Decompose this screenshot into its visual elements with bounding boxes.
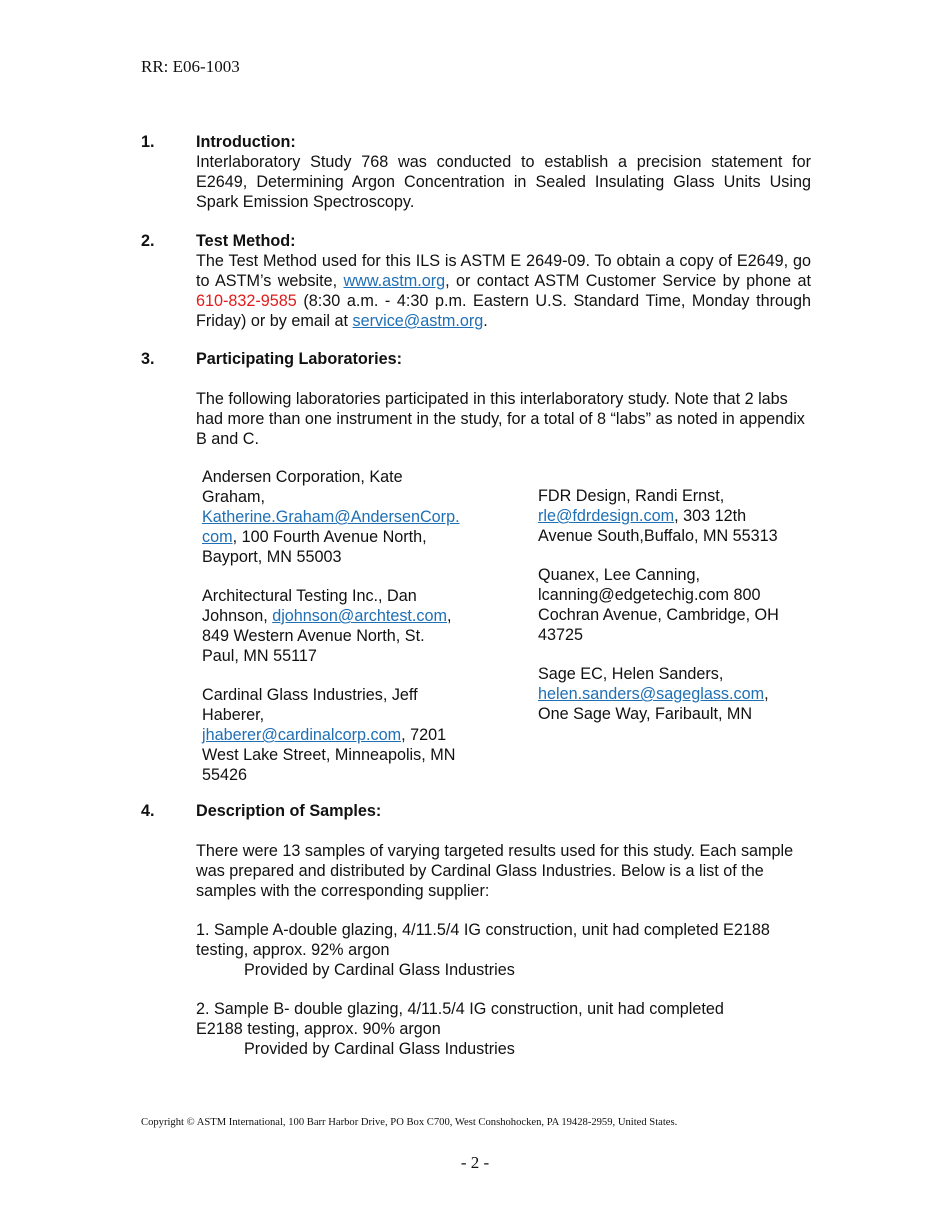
lab-contact: Johnson, <box>202 607 273 625</box>
section-text: The following laboratories participated in this interlaboratory study. Note that 2 labs had more than one instrument in the study, for a total of 8 “labs” as noted in appendix B and C. <box>196 390 805 448</box>
section-test-method <box>141 231 811 331</box>
labs-right-column <box>538 486 828 743</box>
lab-address: Paul, MN 55117 <box>202 647 317 665</box>
section-number: 2. <box>141 232 155 250</box>
lab-address: Cochran Avenue, Cambridge, OH <box>538 606 779 624</box>
lab-contact: Haberer, <box>202 706 265 724</box>
lab-address: Avenue South,Buffalo, MN 55313 <box>538 527 778 545</box>
sample-description: testing, approx. 92% argon <box>196 941 390 959</box>
lab-name: FDR Design, Randi Ernst, <box>538 487 725 505</box>
lab-address: 55426 <box>202 766 248 784</box>
lab-name: Architectural Testing Inc., Dan <box>202 587 417 605</box>
section-introduction <box>141 132 811 212</box>
lab-name: Cardinal Glass Industries, Jeff <box>202 686 418 704</box>
lab-address: 849 Western Avenue North, St. <box>202 627 425 645</box>
lab-name: Quanex, Lee Canning, <box>538 566 700 584</box>
sample-provider: Provided by Cardinal Glass Industries <box>244 961 515 979</box>
lab-address: West Lake Street, Minneapolis, MN <box>202 746 456 764</box>
section-title: Description of Samples: <box>196 802 382 820</box>
section-number: 3. <box>141 350 155 368</box>
lab-email-link[interactable]: helen.sanders@sageglass.com <box>538 685 765 703</box>
section-number: 1. <box>141 133 155 151</box>
phone-number: 610-832-9585 <box>196 292 297 310</box>
lab-address: , 7201 <box>401 726 447 744</box>
sample-description: 1. Sample A-double glazing, 4/11.5/4 IG construction, unit had completed E2188 <box>196 921 770 939</box>
lab-name: Andersen Corporation, Kate <box>202 468 403 486</box>
text-run: , <box>764 685 769 703</box>
section-text: Interlaboratory Study 768 was conducted to establish a precision statement for E2649, Determining Argon Concentration in Sealed Insulating Glass Units Using Spark Emission Spectroscopy. <box>196 153 811 211</box>
lab-address: 43725 <box>538 626 584 644</box>
sample-description: 2. Sample B- double glazing, 4/11.5/4 IG construction, unit had completed <box>196 1000 724 1018</box>
lab-address: Bayport, MN 55003 <box>202 548 342 566</box>
lab-contact: Graham, <box>202 488 265 506</box>
lab-email-link[interactable]: rle@fdrdesign.com <box>538 507 675 525</box>
lab-architectural-testing <box>202 586 502 666</box>
sample-item <box>196 920 811 980</box>
lab-cardinal-glass <box>202 685 502 785</box>
lab-fdr-design <box>538 486 828 546</box>
lab-email-link[interactable]: com <box>202 528 233 546</box>
section-participating-labs <box>141 349 811 449</box>
text-run: , or contact ASTM Customer Service by phone at <box>445 272 811 290</box>
sample-provider: Provided by Cardinal Glass Industries <box>244 1040 515 1058</box>
text-run: The Test Method used for this ILS is ASTM E 2649-09. To obtain a copy of E2649, go to ASTM’s website, <box>196 252 811 290</box>
lab-email-link[interactable]: jhaberer@cardinalcorp.com <box>202 726 402 744</box>
labs-left-column <box>202 467 502 804</box>
copyright-footer: Copyright © ASTM International, 100 Barr Harbor Drive, PO Box C700, West Conshohocken, PA 19428-2959, United States. <box>141 1117 678 1128</box>
lab-name: Sage EC, Helen Sanders, <box>538 665 724 683</box>
section-text <box>196 251 811 331</box>
lab-address: One Sage Way, Faribault, MN <box>538 705 753 723</box>
sample-item <box>196 999 811 1059</box>
lab-address: , 303 12th <box>674 507 747 525</box>
lab-andersen <box>202 467 502 567</box>
section-title: Test Method: <box>196 232 296 250</box>
lab-sage-ec <box>538 664 828 724</box>
section-title: Introduction: <box>196 133 296 151</box>
sample-description: E2188 testing, approx. 90% argon <box>196 1020 441 1038</box>
section-title: Participating Laboratories: <box>196 350 402 368</box>
lab-address: , 100 Fourth Avenue North, <box>232 528 427 546</box>
lab-email-link[interactable]: djohnson@archtest.com <box>272 607 448 625</box>
lab-email-text: lcanning@edgetechig.com 800 <box>538 586 761 604</box>
astm-website-link[interactable]: www.astm.org <box>343 272 446 290</box>
text-run: (8:30 a.m. - 4:30 p.m. Eastern U.S. Standard Time, Monday through Friday) or by email at <box>196 292 811 330</box>
lab-quanex <box>538 565 828 645</box>
page-number: - 2 - <box>460 1153 490 1172</box>
lab-email-link[interactable]: Katherine.Graham@AndersenCorp. <box>202 508 460 526</box>
text-run: , <box>447 607 452 625</box>
section-text: There were 13 samples of varying targeted results used for this study. Each sample was prepared and distributed by Cardinal Glass Industries. Below is a list of the samples with the corresponding supplier: <box>196 842 794 900</box>
service-email-link[interactable]: service@astm.org <box>352 312 484 330</box>
section-description-of-samples <box>141 801 811 1059</box>
text-run: . <box>483 312 488 330</box>
section-number: 4. <box>141 802 155 820</box>
document-id: RR: E06-1003 <box>141 57 240 76</box>
